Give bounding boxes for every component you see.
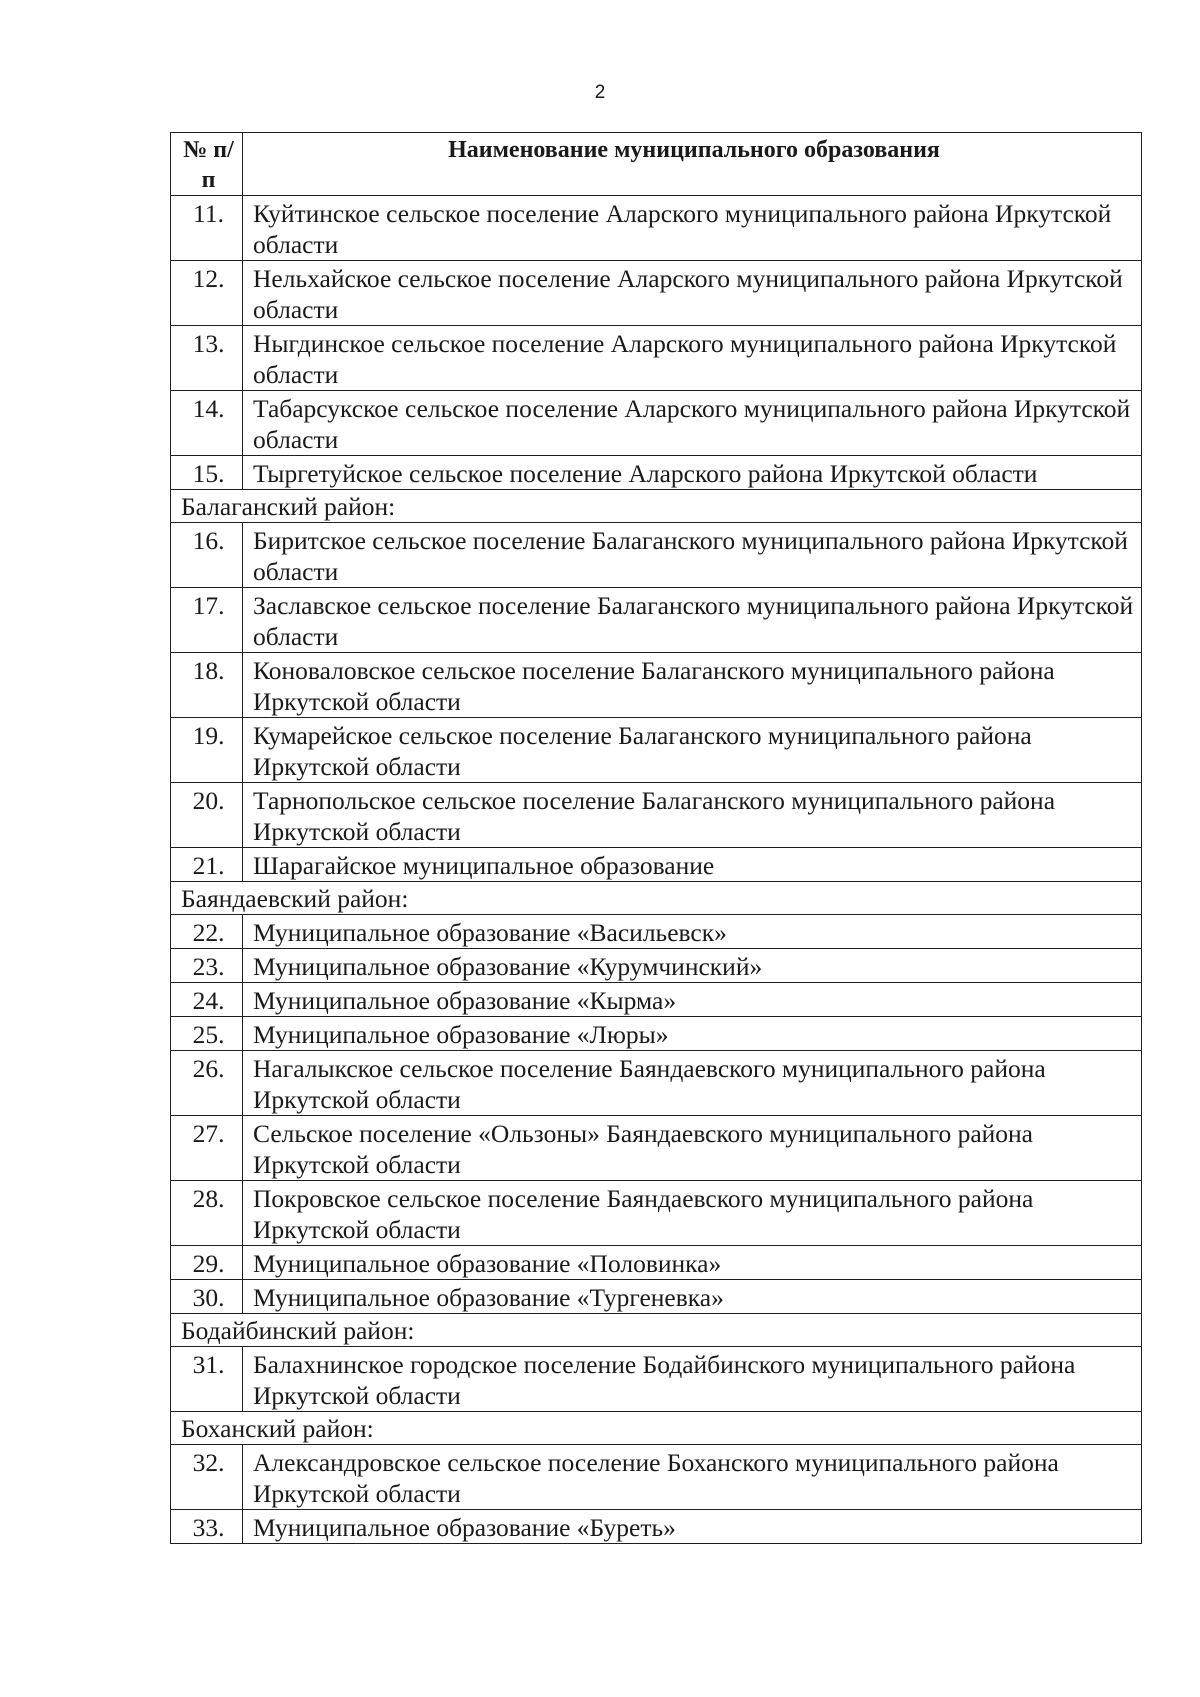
municipality-name: Муниципальное образование «Васильевск»: [243, 915, 1142, 949]
row-number: 26.: [171, 1051, 243, 1116]
table-row: [171, 983, 1142, 1017]
table-row: [171, 196, 1142, 261]
municipality-name: Табарсукское сельское поселение Аларского муниципального района Иркутской области: [243, 391, 1142, 456]
row-number: 15.: [171, 456, 243, 490]
municipality-name: Нельхайское сельское поселение Аларского муниципального района Иркутской области: [243, 261, 1142, 326]
municipality-name: Куйтинское сельское поселение Аларского муниципального района Иркутской области: [243, 196, 1142, 261]
table-row: [171, 1181, 1142, 1246]
municipalities-table: [170, 132, 1142, 1544]
table-row: [171, 915, 1142, 949]
municipality-name: Тыргетуйское сельское поселение Аларского района Иркутской области: [243, 456, 1142, 490]
table-row: [171, 261, 1142, 326]
row-number: 14.: [171, 391, 243, 456]
district-label: Боханский район:: [171, 1412, 1142, 1445]
table-row: [171, 718, 1142, 783]
table-row: [171, 456, 1142, 490]
municipality-name: Коноваловское сельское поселение Балаганского муниципального района Иркутской области: [243, 653, 1142, 718]
row-number: 18.: [171, 653, 243, 718]
municipality-name: Ныгдинское сельское поселение Аларского муниципального района Иркутской области: [243, 326, 1142, 391]
municipality-name: Муниципальное образование «Курумчинский»: [243, 949, 1142, 983]
row-number: 20.: [171, 783, 243, 848]
municipality-name: Муниципальное образование «Тургеневка»: [243, 1280, 1142, 1314]
municipality-name: Тарнопольское сельское поселение Балаганского муниципального района Иркутской области: [243, 783, 1142, 848]
row-number: 12.: [171, 261, 243, 326]
row-number: 21.: [171, 848, 243, 882]
district-header-row: [171, 1412, 1142, 1445]
page-number: 2: [594, 82, 606, 103]
row-number: 27.: [171, 1116, 243, 1181]
row-number: 23.: [171, 949, 243, 983]
district-header-row: [171, 882, 1142, 915]
table-row: [171, 523, 1142, 588]
table-row: [171, 1051, 1142, 1116]
row-number: 33.: [171, 1510, 243, 1544]
municipality-name: Заславское сельское поселение Балаганского муниципального района Иркутской области: [243, 588, 1142, 653]
municipality-name: Шарагайское муниципальное образование: [243, 848, 1142, 882]
district-header-row: [171, 490, 1142, 523]
municipality-name: Александровское сельское поселение Боханского муниципального района Иркутской области: [243, 1445, 1142, 1510]
row-number: 22.: [171, 915, 243, 949]
row-number: 32.: [171, 1445, 243, 1510]
municipality-name: Нагалыкское сельское поселение Баяндаевского муниципального района Иркутской области: [243, 1051, 1142, 1116]
row-number: 17.: [171, 588, 243, 653]
row-number: 13.: [171, 326, 243, 391]
municipality-name: Биритское сельское поселение Балаганского муниципального района Иркутской области: [243, 523, 1142, 588]
municipality-name: Муниципальное образование «Буреть»: [243, 1510, 1142, 1544]
table-row: [171, 1445, 1142, 1510]
table-row: [171, 1347, 1142, 1412]
table-row: [171, 848, 1142, 882]
table-row: [171, 1246, 1142, 1280]
table-row: [171, 783, 1142, 848]
row-number: 30.: [171, 1280, 243, 1314]
column-header-name: Наименование муниципального образования: [243, 133, 1142, 196]
table-row: [171, 391, 1142, 456]
municipality-name: Муниципальное образование «Люры»: [243, 1017, 1142, 1051]
municipality-name: Муниципальное образование «Кырма»: [243, 983, 1142, 1017]
district-header-row: [171, 1314, 1142, 1347]
district-label: Бодайбинский район:: [171, 1314, 1142, 1347]
table-row: [171, 1280, 1142, 1314]
column-header-number: № п/п: [171, 133, 243, 196]
municipality-name: Кумарейское сельское поселение Балаганского муниципального района Иркутской области: [243, 718, 1142, 783]
row-number: 28.: [171, 1181, 243, 1246]
row-number: 31.: [171, 1347, 243, 1412]
table-row: [171, 653, 1142, 718]
row-number: 16.: [171, 523, 243, 588]
municipality-name: Сельское поселение «Ользоны» Баяндаевского муниципального района Иркутской области: [243, 1116, 1142, 1181]
district-label: Балаганский район:: [171, 490, 1142, 523]
row-number: 11.: [171, 196, 243, 261]
row-number: 25.: [171, 1017, 243, 1051]
district-label: Баяндаевский район:: [171, 882, 1142, 915]
table-body: [171, 196, 1142, 1544]
table-row: [171, 588, 1142, 653]
municipality-name: Балахнинское городское поселение Бодайбинского муниципального района Иркутской области: [243, 1347, 1142, 1412]
table-row: [171, 1116, 1142, 1181]
row-number: 19.: [171, 718, 243, 783]
table-row: [171, 326, 1142, 391]
table-row: [171, 1017, 1142, 1051]
row-number: 24.: [171, 983, 243, 1017]
table-row: [171, 949, 1142, 983]
municipality-name: Покровское сельское поселение Баяндаевского муниципального района Иркутской области: [243, 1181, 1142, 1246]
table-row: [171, 1510, 1142, 1544]
table-header-row: [171, 133, 1142, 196]
municipality-name: Муниципальное образование «Половинка»: [243, 1246, 1142, 1280]
row-number: 29.: [171, 1246, 243, 1280]
